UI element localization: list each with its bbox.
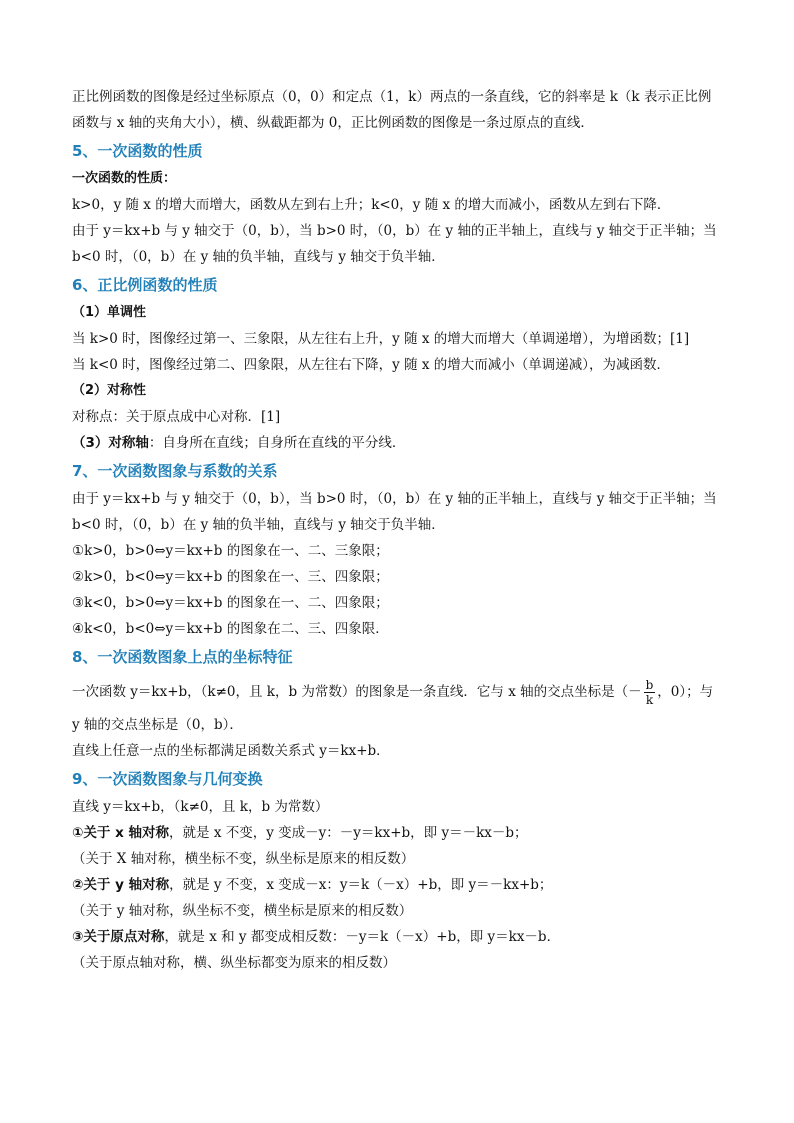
text-span: ，0）；与	[657, 684, 714, 700]
section-title-5: 5、一次函数的性质	[72, 142, 203, 160]
paragraph-line: 直线上任意一点的坐标都满足函数关系式 y＝kx+b．	[72, 743, 390, 759]
note-line: （关于原点轴对称，横、纵坐标都变为原来的相反数）	[72, 955, 396, 971]
paragraph-line: b<0 时，（0，b）在 y 轴的负半轴，直线与 y 轴交于负半轴．	[72, 517, 445, 533]
section-title-6: 6、正比例函数的性质	[72, 276, 218, 294]
paragraph-line: 当 k<0 时，图像经过第二、四象限，从左往右下降，y 随 x 的增大而减小（单调递减），为减函数．	[72, 357, 671, 373]
paragraph-line: 函数与 x 轴的夹角大小），横、纵截距都为 0，正比例函数的图像是一条过原点的直线．	[72, 115, 594, 131]
paragraph-line	[72, 672, 722, 712]
paragraph-line: y 轴的交点坐标是（0，b）．	[72, 717, 243, 733]
text-span: 一次函数 y＝kx+b，（k≠0，且 k，b 为常数）的图象是一条直线．它与 x 轴的交点坐标是（－	[72, 684, 642, 700]
fraction	[644, 678, 656, 707]
list-item: ②k>0，b<0⇔y＝kx+b 的图象在一、三、四象限；	[72, 569, 389, 585]
bold-label: ①关于 x 轴对称	[72, 825, 170, 841]
text-span: ，就是 x 和 y 都变成相反数：－y＝k（－x）+b，即 y＝kx－b．	[164, 929, 561, 945]
text-span: ，就是 x 不变，y 变成－y：－y＝kx+b，即 y＝－kx－b；	[169, 825, 528, 841]
section-title-7: 7、一次函数图象与系数的关系	[72, 462, 278, 480]
paragraph-line	[72, 872, 722, 898]
list-item: ①k>0，b>0⇔y＝kx+b 的图象在一、二、三象限；	[72, 543, 389, 559]
section-title-9: 9、一次函数图象与几何变换	[72, 770, 263, 788]
subheading-monotonicity: （1）单调性	[72, 305, 147, 320]
paragraph-line	[72, 820, 722, 846]
paragraph-line: 正比例函数的图像是经过坐标原点（0，0）和定点（1，k）两点的一条直线，它的斜率是 k（k 表示正比例	[72, 89, 712, 105]
paragraph-line: 由于 y＝kx+b 与 y 轴交于（0，b），当 b>0 时，（0，b）在 y 轴的正半轴上，直线与 y 轴交于正半轴；当	[72, 491, 717, 507]
fraction-denominator: k	[645, 693, 654, 707]
paragraph-line: 当 k>0 时，图像经过第一、三象限，从左往右上升，y 随 x 的增大而增大（单调递增），为增函数；[1]	[72, 331, 690, 347]
note-line: （关于 X 轴对称，横坐标不变，纵坐标是原来的相反数）	[72, 851, 415, 867]
paragraph-line: 由于 y＝kx+b 与 y 轴交于（0，b），当 b>0 时，（0，b）在 y 轴的正半轴上，直线与 y 轴交于正半轴；当	[72, 223, 717, 239]
axis-text: ：自身所在直线；自身所在直线的平分线．	[148, 435, 406, 451]
document-content	[72, 84, 722, 976]
subheading-symmetry: （2）对称性	[72, 383, 147, 398]
note-line: （关于 y 轴对称，纵坐标不变，横坐标是原来的相反数）	[72, 903, 413, 919]
bold-label: ②关于 y 轴对称	[72, 877, 170, 893]
section-5-subtitle: 一次函数的性质：	[72, 171, 177, 186]
paragraph-line: 对称点：关于原点成中心对称．[1]	[72, 409, 281, 425]
text-span: ，就是 y 不变，x 变成－x：y＝k（－x）+b，即 y＝－kx+b；	[169, 877, 553, 893]
section-title-8: 8、一次函数图象上点的坐标特征	[72, 648, 293, 666]
list-item: ③k<0，b>0⇔y＝kx+b 的图象在一、二、四象限；	[72, 595, 389, 611]
list-item: ④k<0，b<0⇔y＝kx+b 的图象在二、三、四象限．	[72, 621, 389, 637]
paragraph-line	[72, 924, 722, 950]
fraction-numerator: b	[645, 678, 654, 692]
paragraph-line	[72, 430, 722, 456]
bold-label: ③关于原点对称	[72, 929, 165, 945]
subheading-axis: （3）对称轴	[72, 435, 149, 451]
paragraph-line: k>0，y 随 x 的增大而增大，函数从左到右上升；k<0，y 随 x 的增大而减小，函数从左到右下降．	[72, 197, 671, 213]
paragraph-line: b<0 时，（0，b）在 y 轴的负半轴，直线与 y 轴交于负半轴．	[72, 249, 445, 265]
paragraph-line: 直线 y＝kx+b，（k≠0，且 k，b 为常数）	[72, 799, 329, 815]
